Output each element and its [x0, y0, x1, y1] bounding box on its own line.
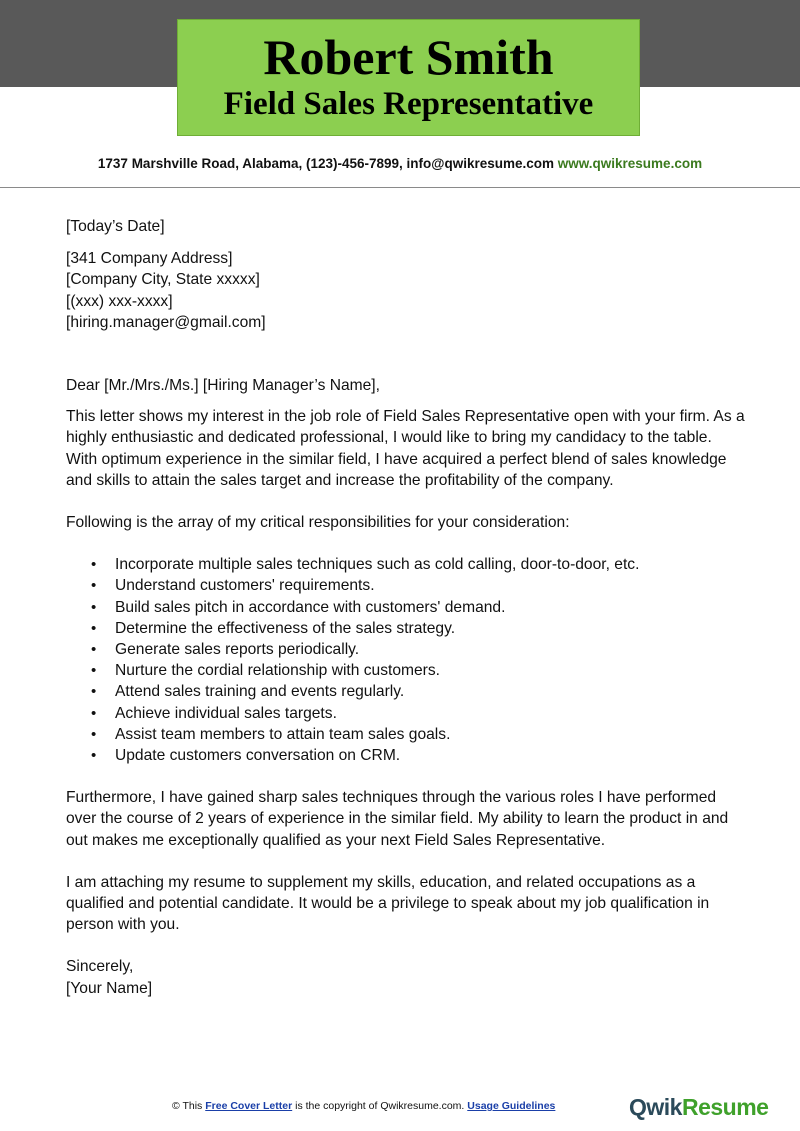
- qwikresume-logo[interactable]: [629, 1094, 768, 1121]
- list-item: [66, 597, 746, 618]
- job-title: Field Sales Representative: [223, 86, 594, 122]
- address-line: [Company City, State xxxxx]: [66, 271, 260, 289]
- bullet-icon: •: [91, 725, 97, 743]
- usage-guidelines-link[interactable]: Usage Guidelines: [467, 1100, 556, 1112]
- candidate-name: Robert Smith: [263, 29, 554, 85]
- bullet-icon: •: [91, 747, 97, 765]
- list-item-text: Incorporate multiple sales techniques such as cold calling, door-to-door, etc.: [115, 556, 640, 574]
- free-cover-letter-link[interactable]: Free Cover Letter: [205, 1100, 293, 1112]
- bullet-icon: •: [91, 556, 97, 574]
- bullet-icon: •: [91, 641, 97, 659]
- bullet-icon: •: [91, 683, 97, 701]
- bullet-icon: •: [91, 619, 97, 637]
- list-item-text: Assist team members to attain team sales goals.: [115, 725, 451, 743]
- bullet-icon: •: [91, 577, 97, 595]
- contact-line: [0, 156, 800, 171]
- list-item-text: Determine the effectiveness of the sales strategy.: [115, 619, 456, 637]
- intro-paragraph: This letter shows my interest in the job role of Field Sales Representative open with your firm. As a highly enthusiastic and dedicated professional, I would like to bring my candidacy to the table. With optimum experience in the similar field, I have acquired a perfect blend of sales knowledge and skills to attain the sales target and increase the profitability of the company.: [66, 408, 745, 489]
- list-intro: Following is the array of my critical responsibilities for your consideration:: [66, 514, 570, 532]
- list-item: [66, 745, 746, 766]
- experience-paragraph: Furthermore, I have gained sharp sales techniques through the various roles I have performed over the course of 2 years of experience in the similar field. My ability to learn the product in and out makes me exceptionally qualified as your next Field Sales Representative.: [66, 789, 729, 849]
- copyright-text: is the copyright of Qwikresume.com.: [295, 1100, 465, 1112]
- list-item: [66, 618, 746, 639]
- closing: Sincerely,: [66, 958, 134, 976]
- letter-body: [66, 216, 746, 999]
- list-item-text: Understand customers' requirements.: [115, 577, 375, 595]
- signature: [Your Name]: [66, 979, 153, 997]
- letter-date: [Today’s Date]: [66, 218, 165, 235]
- website-link[interactable]: www.qwikresume.com: [557, 156, 703, 171]
- bullet-icon: •: [91, 704, 97, 722]
- copyright-prefix: © This: [172, 1100, 203, 1112]
- closing-paragraph: I am attaching my resume to supplement my skills, education, and related occupations as a qualified and potential candidate. It would be a privilege to speak about my job qualification in person with you.: [66, 873, 710, 934]
- bullet-icon: •: [91, 598, 97, 616]
- list-item: [66, 639, 746, 660]
- list-item-text: Build sales pitch in accordance with customers' demand.: [115, 598, 506, 616]
- contact-details: 1737 Marshville Road, Alabama, (123)-456-7899, info@qwikresume.com: [97, 156, 555, 171]
- list-item: [66, 575, 746, 596]
- logo-text-qwik: Qwik: [629, 1094, 682, 1120]
- address-line: [341 Company Address]: [66, 250, 233, 268]
- address-line: [hiring.manager@gmail.com]: [66, 313, 266, 331]
- list-item-text: Achieve individual sales targets.: [115, 704, 337, 722]
- name-banner: [177, 19, 640, 136]
- list-item: [66, 703, 746, 724]
- copyright-notice: [172, 1100, 555, 1112]
- list-item: [66, 681, 746, 702]
- responsibility-list: [66, 554, 746, 766]
- list-item-text: Attend sales training and events regularly.: [115, 683, 405, 701]
- list-item: [66, 660, 746, 681]
- header-divider: [0, 187, 800, 188]
- list-item-text: Update customers conversation on CRM.: [115, 747, 401, 765]
- list-item-text: Generate sales reports periodically.: [115, 641, 360, 659]
- list-item: [66, 554, 746, 575]
- bullet-icon: •: [91, 662, 97, 680]
- list-item: [66, 724, 746, 745]
- address-line: [(xxx) xxx-xxxx]: [66, 292, 173, 310]
- list-item-text: Nurture the cordial relationship with customers.: [115, 662, 441, 680]
- logo-text-resume: Resume: [681, 1094, 769, 1120]
- salutation: Dear [Mr./Mrs./Ms.] [Hiring Manager’s Name],: [66, 377, 380, 395]
